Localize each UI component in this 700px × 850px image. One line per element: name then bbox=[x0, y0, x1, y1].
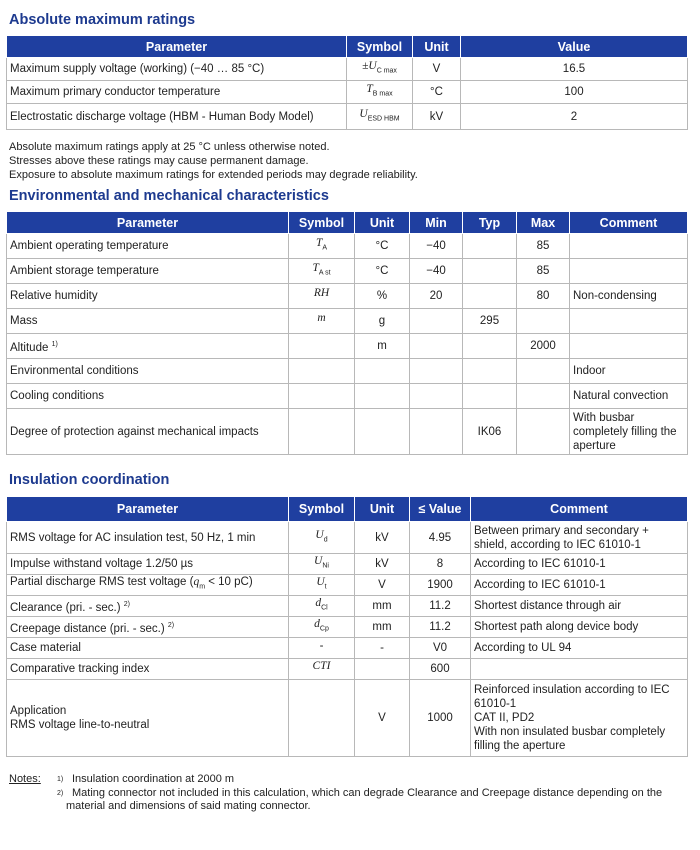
unit-cell: V bbox=[355, 680, 410, 757]
column-header: Comment bbox=[471, 497, 688, 522]
column-header: Symbol bbox=[289, 497, 355, 522]
table-row bbox=[7, 359, 688, 384]
parameter-cell: RMS voltage for AC insulation test, 50 Hz, 1 min bbox=[7, 522, 289, 554]
typ-cell bbox=[463, 284, 517, 309]
comment-cell bbox=[570, 334, 688, 359]
unit-cell: mm bbox=[355, 617, 410, 638]
parameter-cell: Case material bbox=[7, 638, 289, 659]
parameter-cell: Impulse withstand voltage 1.2/50 µs bbox=[7, 554, 289, 575]
max-cell: 85 bbox=[517, 234, 570, 259]
comment-cell: Shortest distance through air bbox=[471, 596, 688, 617]
symbol-cell bbox=[289, 359, 355, 384]
column-header: ≤ Value bbox=[410, 497, 471, 522]
comment-cell: Between primary and secondary + shield, according to IEC 61010-1 bbox=[471, 522, 688, 554]
table-row bbox=[7, 680, 688, 757]
absolute-note: Stresses above these ratings may cause permanent damage. bbox=[9, 155, 309, 167]
comment-cell: According to IEC 61010-1 bbox=[471, 554, 688, 575]
unit-cell: V bbox=[413, 58, 461, 81]
parameter-cell: Application RMS voltage line-to-neutral bbox=[7, 680, 289, 757]
comment-cell bbox=[570, 309, 688, 334]
max-cell: 85 bbox=[517, 259, 570, 284]
max-cell: 80 bbox=[517, 284, 570, 309]
column-header: Parameter bbox=[7, 497, 289, 522]
table-row bbox=[7, 104, 688, 130]
column-header: Max bbox=[517, 212, 570, 234]
comment-cell: According to IEC 61010-1 bbox=[471, 575, 688, 596]
value-cell: 600 bbox=[410, 659, 471, 680]
unit-cell: kV bbox=[413, 104, 461, 130]
column-header: Symbol bbox=[347, 36, 413, 58]
column-header: Value bbox=[461, 36, 688, 58]
min-cell: 20 bbox=[410, 284, 463, 309]
unit-cell: °C bbox=[355, 259, 410, 284]
unit-cell: m bbox=[355, 334, 410, 359]
table-header-row bbox=[7, 212, 688, 234]
symbol-cell: $d_{Cl}$ bbox=[289, 596, 355, 617]
parameter-cell: Comparative tracking index bbox=[7, 659, 289, 680]
typ-cell bbox=[463, 359, 517, 384]
notes-label: Notes: bbox=[9, 773, 41, 785]
parameter-cell: Creepage distance (pri. - sec.) $^{2)}$ bbox=[7, 617, 289, 638]
table-row bbox=[7, 58, 688, 81]
insulation-table bbox=[6, 496, 688, 757]
parameter-cell: Maximum primary conductor temperature bbox=[7, 81, 347, 104]
unit-cell bbox=[355, 659, 410, 680]
parameter-cell: Relative humidity bbox=[7, 284, 289, 309]
symbol-cell: $T_{A st}$ bbox=[289, 259, 355, 284]
min-cell bbox=[410, 384, 463, 409]
parameter-cell: Altitude $^{1)}$ bbox=[7, 334, 289, 359]
symbol-cell: - bbox=[289, 638, 355, 659]
section-title-environmental: Environmental and mechanical characteristics bbox=[9, 188, 329, 204]
table-row bbox=[7, 596, 688, 617]
symbol-cell: $U_t$ bbox=[289, 575, 355, 596]
parameter-cell: Cooling conditions bbox=[7, 384, 289, 409]
comment-cell: Non-condensing bbox=[570, 284, 688, 309]
value-cell: 2 bbox=[461, 104, 688, 130]
unit-cell: kV bbox=[355, 554, 410, 575]
min-cell bbox=[410, 334, 463, 359]
symbol-cell bbox=[289, 334, 355, 359]
column-header: Parameter bbox=[7, 212, 289, 234]
value-cell: 8 bbox=[410, 554, 471, 575]
unit-cell: - bbox=[355, 638, 410, 659]
table-row bbox=[7, 334, 688, 359]
column-header: Unit bbox=[413, 36, 461, 58]
column-header: Typ bbox=[463, 212, 517, 234]
unit-cell: °C bbox=[355, 234, 410, 259]
column-header: Parameter bbox=[7, 36, 347, 58]
unit-cell: g bbox=[355, 309, 410, 334]
max-cell bbox=[517, 359, 570, 384]
unit-cell: mm bbox=[355, 596, 410, 617]
value-cell: 1000 bbox=[410, 680, 471, 757]
symbol-cell bbox=[289, 384, 355, 409]
value-cell: 4.95 bbox=[410, 522, 471, 554]
max-cell bbox=[517, 409, 570, 455]
symbol-cell: $T_{B max}$ bbox=[347, 81, 413, 104]
comment-cell: Shortest path along device body bbox=[471, 617, 688, 638]
value-cell: 16.5 bbox=[461, 58, 688, 81]
parameter-cell: Ambient operating temperature bbox=[7, 234, 289, 259]
unit-cell bbox=[355, 359, 410, 384]
section-title-absolute-max: Absolute maximum ratings bbox=[9, 12, 196, 28]
typ-cell bbox=[463, 384, 517, 409]
table-row bbox=[7, 259, 688, 284]
table-row bbox=[7, 409, 688, 455]
note-text: Insulation coordination at 2000 m bbox=[72, 773, 235, 785]
comment-cell bbox=[570, 234, 688, 259]
value-cell: V0 bbox=[410, 638, 471, 659]
comment-cell: Natural convection bbox=[570, 384, 688, 409]
min-cell bbox=[410, 409, 463, 455]
parameter-cell: Environmental conditions bbox=[7, 359, 289, 384]
parameter-cell: Degree of protection against mechanical impacts bbox=[7, 409, 289, 455]
comment-cell: Reinforced insulation according to IEC 61010-1 CAT II, PD2 With non insulated busbar completely filling the aperture bbox=[471, 680, 688, 757]
symbol-cell bbox=[289, 409, 355, 455]
unit-cell: kV bbox=[355, 522, 410, 554]
symbol-cell: CTI bbox=[289, 659, 355, 680]
column-header: Unit bbox=[355, 497, 410, 522]
comment-cell bbox=[570, 259, 688, 284]
parameter-cell: Clearance (pri. - sec.) $^{2)}$ bbox=[7, 596, 289, 617]
table-row bbox=[7, 575, 688, 596]
unit-cell bbox=[355, 384, 410, 409]
unit-cell: V bbox=[355, 575, 410, 596]
symbol-cell: RH bbox=[289, 284, 355, 309]
table-row bbox=[7, 384, 688, 409]
unit-cell bbox=[355, 409, 410, 455]
comment-cell: According to UL 94 bbox=[471, 638, 688, 659]
table-header-row bbox=[7, 497, 688, 522]
typ-cell: 295 bbox=[463, 309, 517, 334]
symbol-cell: $\pm U_{C max}$ bbox=[347, 58, 413, 81]
typ-cell bbox=[463, 259, 517, 284]
absolute-note: Exposure to absolute maximum ratings for extended periods may degrade reliability. bbox=[9, 169, 418, 181]
table-row bbox=[7, 638, 688, 659]
table-row bbox=[7, 81, 688, 104]
unit-cell: % bbox=[355, 284, 410, 309]
absolute-max-ratings-table bbox=[6, 35, 688, 130]
symbol-cell: $U_d$ bbox=[289, 522, 355, 554]
table-header-row bbox=[7, 36, 688, 58]
table-row bbox=[7, 522, 688, 554]
table-row bbox=[7, 309, 688, 334]
symbol-cell: m bbox=[289, 309, 355, 334]
value-cell: 1900 bbox=[410, 575, 471, 596]
table-row bbox=[7, 554, 688, 575]
max-cell bbox=[517, 309, 570, 334]
symbol-cell: $d_{Cp}$ bbox=[289, 617, 355, 638]
table-row bbox=[7, 234, 688, 259]
parameter-cell: Mass bbox=[7, 309, 289, 334]
environmental-table bbox=[6, 211, 688, 455]
symbol-cell: $U_{ESD HBM}$ bbox=[347, 104, 413, 130]
max-cell bbox=[517, 384, 570, 409]
column-header: Unit bbox=[355, 212, 410, 234]
symbol-cell: $U_{Ni}$ bbox=[289, 554, 355, 575]
typ-cell: IK06 bbox=[463, 409, 517, 455]
column-header: Symbol bbox=[289, 212, 355, 234]
parameter-cell: Electrostatic discharge voltage (HBM - Human Body Model) bbox=[7, 104, 347, 130]
comment-cell bbox=[471, 659, 688, 680]
column-header: Min bbox=[410, 212, 463, 234]
table-row bbox=[7, 659, 688, 680]
min-cell bbox=[410, 309, 463, 334]
parameter-cell: Ambient storage temperature bbox=[7, 259, 289, 284]
typ-cell bbox=[463, 334, 517, 359]
comment-cell: Indoor bbox=[570, 359, 688, 384]
min-cell bbox=[410, 359, 463, 384]
unit-cell: °C bbox=[413, 81, 461, 104]
parameter-cell: Maximum supply voltage (working) (−40 … 85 °C) bbox=[7, 58, 347, 81]
section-title-insulation: Insulation coordination bbox=[9, 472, 170, 488]
note-text: Mating connector not included in this calculation, which can degrade Clearance and Creepage distance depending on the material and dimensions of said mating connector. bbox=[66, 787, 663, 812]
note-marker: 2) bbox=[57, 790, 64, 797]
comment-cell: With busbar completely filling the aperture bbox=[570, 409, 688, 455]
symbol-cell: $T_A$ bbox=[289, 234, 355, 259]
column-header: Comment bbox=[570, 212, 688, 234]
min-cell: −40 bbox=[410, 234, 463, 259]
table-row bbox=[7, 284, 688, 309]
max-cell: 2000 bbox=[517, 334, 570, 359]
symbol-cell bbox=[289, 680, 355, 757]
value-cell: 11.2 bbox=[410, 617, 471, 638]
absolute-note: Absolute maximum ratings apply at 25 °C unless otherwise noted. bbox=[9, 141, 330, 153]
parameter-cell: Partial discharge RMS test voltage ($q_m < 10$ pC) bbox=[7, 575, 289, 596]
value-cell: 11.2 bbox=[410, 596, 471, 617]
table-row bbox=[7, 617, 688, 638]
note-marker: 1) bbox=[57, 776, 64, 783]
min-cell: −40 bbox=[410, 259, 463, 284]
value-cell: 100 bbox=[461, 81, 688, 104]
typ-cell bbox=[463, 234, 517, 259]
